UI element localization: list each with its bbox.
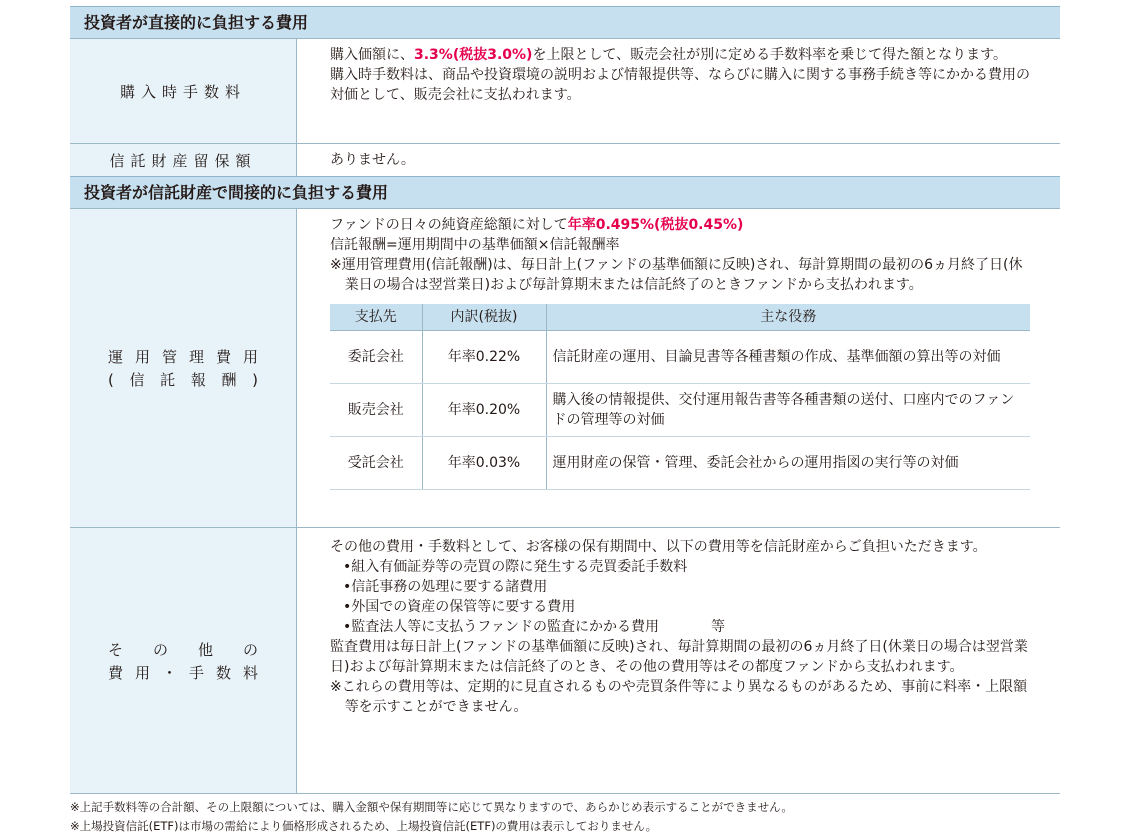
management-fee-label: 運用管理費用 (信託報酬) — [70, 209, 297, 527]
other-fees-content — [297, 528, 1060, 793]
fee-breakdown-table — [330, 304, 1030, 490]
section-header-direct-costs: 投資者が直接的に負担する費用 — [70, 6, 1060, 38]
management-fee-note: ※運用管理費用(信託報酬)は、毎日計上(ファンドの基準価額に反映)され、毎計算期間の最初の6ヵ月終了日(休業日の場合は翌営業日)および毎計算期末または信託終了のときファンドから支払われます。 — [330, 257, 1023, 293]
footnote: ※上記手数料等の合計額、その上限額については、購入金額や保有期間等に応じて異なりますので、あらかじめ表示することができません。 — [70, 800, 793, 814]
purchase-fee-description: 購入時手数料は、商品や投資環境の説明および情報提供等、ならびに購入に関する事務手続き等にかかる費用の対価として、販売会社に支払われます。 — [330, 67, 1030, 103]
payee-cell: 販売会社 — [330, 384, 422, 437]
retention-label: 信託財産留保額 — [70, 144, 297, 176]
purchase-fee-row — [70, 38, 1060, 143]
rate-cell: 年率0.22% — [422, 331, 546, 384]
payee-cell: 受託会社 — [330, 437, 422, 490]
footnote: ※上場投資信託(ETF)は市場の需給により価格形成されるため、上場投資信託(ETF)の費用は表示しておりません。 — [70, 819, 658, 833]
list-item: •外国での資産の保管等に要する費用 — [343, 599, 576, 615]
payee-cell: 委託会社 — [330, 331, 422, 384]
role-cell: 信託財産の運用、目論見書等各種書類の作成、基準価額の算出等の対価 — [546, 331, 1030, 384]
other-fees-label: その他の 費用・手数料 — [70, 528, 297, 793]
other-fees-intro: その他の費用・手数料として、お客様の保有期間中、以下の費用等を信託財産からご負担いただきます。 — [330, 539, 987, 555]
purchase-fee-rate: 3.3%(税抜3.0%) — [414, 47, 533, 63]
table-row — [330, 437, 1030, 490]
management-fee-text: ファンドの日々の純資産総額に対して年率0.495%(税抜0.45%) — [330, 217, 744, 233]
table-bottom-rule — [70, 793, 1060, 794]
col-header-payee: 支払先 — [330, 304, 422, 331]
other-fees-note: ※これらの費用等は、定期的に見直されるものや売買条件等により異なるものがあるため、事前に料率・上限額等を示すことができません。 — [330, 679, 1028, 715]
role-cell: 運用財産の保管・管理、委託会社からの運用指図の実行等の対価 — [546, 437, 1030, 490]
table-row — [330, 331, 1030, 384]
list-item: •信託事務の処理に要する諸費用 — [343, 579, 548, 595]
management-fee-formula: 信託報酬=運用期間中の基準価額×信託報酬率 — [330, 237, 620, 253]
rate-cell: 年率0.20% — [422, 384, 546, 437]
management-fee-row — [70, 208, 1060, 527]
fee-table — [70, 6, 1060, 794]
purchase-fee-content — [297, 39, 1060, 143]
purchase-fee-label: 購入時手数料 — [70, 39, 297, 143]
role-cell: 購入後の情報提供、交付運用報告書等各種書類の送付、口座内でのファンドの管理等の対価 — [546, 384, 1030, 437]
management-fee-rate: 年率0.495%(税抜0.45%) — [567, 217, 744, 233]
list-item: •組入有価証券等の売買の際に発生する売買委託手数料 — [343, 559, 688, 575]
purchase-fee-text: 購入価額に、3.3%(税抜3.0%)を上限として、販売会社が別に定める手数料率を乗じて得た額となります。 — [330, 47, 1008, 63]
fee-breakdown-header — [330, 304, 1030, 331]
retention-row — [70, 143, 1060, 176]
col-header-role: 主な役務 — [546, 304, 1030, 331]
bullets-suffix: 等 — [710, 619, 725, 635]
retention-content: ありません。 — [330, 152, 415, 168]
list-item: •監査法人等に支払うファンドの監査にかかる費用 等 — [343, 619, 725, 635]
section-header-indirect-costs: 投資者が信託財産で間接的に負担する費用 — [70, 176, 1060, 208]
rate-cell: 年率0.03% — [422, 437, 546, 490]
audit-fee-text: 監査費用は毎日計上(ファンドの基準価額に反映)され、毎計算期間の最初の6ヵ月終了日(休業日の場合は翌営業日)および毎計算期末または信託終了のとき、その他の費用等はその都度ファンドから支払われます。 — [330, 639, 1028, 675]
col-header-rate: 内訳(税抜) — [422, 304, 546, 331]
other-fees-row — [70, 527, 1060, 793]
footnotes — [70, 798, 793, 836]
management-fee-content — [297, 209, 1060, 527]
table-row — [330, 384, 1030, 437]
